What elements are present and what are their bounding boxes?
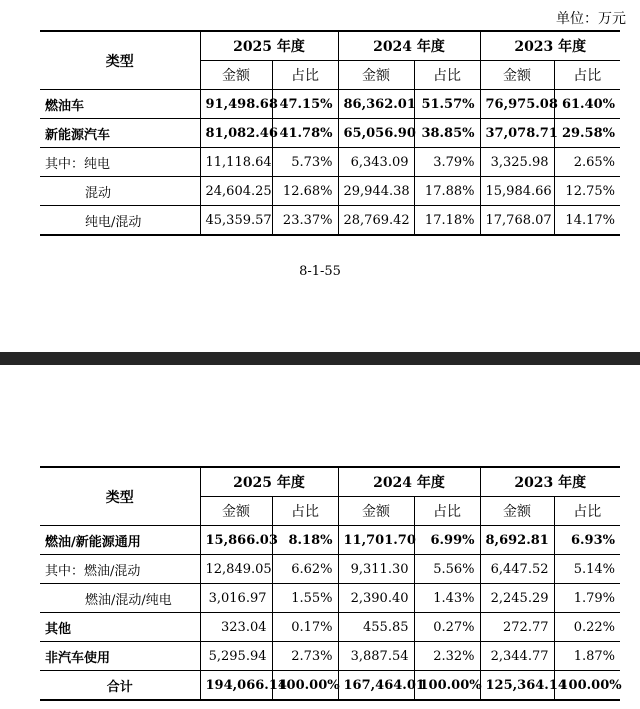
ratio-header: 占比 (272, 497, 338, 526)
table-row (40, 526, 620, 555)
ratio-header: 占比 (272, 61, 338, 90)
cell-amount-2025: 323.04 (200, 613, 272, 642)
row-label: 燃油/混动/纯电 (40, 584, 200, 613)
cell-ratio-2024: 6.99% (414, 526, 480, 555)
cell-ratio-2025: 0.17% (272, 613, 338, 642)
amount-header: 金额 (480, 497, 554, 526)
ratio-header: 占比 (414, 497, 480, 526)
cell-ratio-2025: 8.18% (272, 526, 338, 555)
cell-amount-2025: 12,849.05 (200, 555, 272, 584)
cell-ratio-2024: 3.79% (414, 148, 480, 177)
type-header: 类型 (40, 467, 200, 526)
cell-amount-2025: 5,295.94 (200, 642, 272, 671)
cell-amount-2024: 455.85 (338, 613, 414, 642)
cell-ratio-2024: 17.18% (414, 206, 480, 236)
table-row (40, 90, 620, 119)
table-row (40, 119, 620, 148)
row-label: 燃油/新能源通用 (40, 526, 200, 555)
cell-amount-2023: 8,692.81 (480, 526, 554, 555)
amount-header: 金额 (200, 497, 272, 526)
cell-amount-2023: 2,344.77 (480, 642, 554, 671)
amount-header: 金额 (200, 61, 272, 90)
cell-ratio-2025: 12.68% (272, 177, 338, 206)
cell-ratio-2023: 29.58% (554, 119, 620, 148)
revenue-by-vehicle-type-table (40, 30, 620, 236)
cell-amount-2024: 28,769.42 (338, 206, 414, 236)
cell-ratio-2024: 1.43% (414, 584, 480, 613)
cell-ratio-2023: 1.79% (554, 584, 620, 613)
cell-amount-2024: 11,701.70 (338, 526, 414, 555)
cell-amount-2024: 65,056.90 (338, 119, 414, 148)
table-row (40, 148, 620, 177)
row-label: 其中：纯电 (40, 148, 200, 177)
table-row-total (40, 671, 620, 701)
ratio-header: 占比 (554, 497, 620, 526)
cell-amount-2023: 37,078.71 (480, 119, 554, 148)
year-header-2024: 2024 年度 (338, 31, 480, 61)
table-row (40, 642, 620, 671)
cell-ratio-2023: 0.22% (554, 613, 620, 642)
cell-ratio-2024: 100.00% (414, 671, 480, 701)
table-row (40, 206, 620, 236)
cell-ratio-2023: 1.87% (554, 642, 620, 671)
cell-amount-2024: 167,464.01 (338, 671, 414, 701)
cell-ratio-2025: 1.55% (272, 584, 338, 613)
ratio-header: 占比 (414, 61, 480, 90)
row-label: 非汽车使用 (40, 642, 200, 671)
year-header-2025: 2025 年度 (200, 467, 338, 497)
table-row (40, 613, 620, 642)
cell-ratio-2025: 5.73% (272, 148, 338, 177)
cell-ratio-2024: 2.32% (414, 642, 480, 671)
type-header: 类型 (40, 31, 200, 90)
ratio-header: 占比 (554, 61, 620, 90)
year-header-2023: 2023 年度 (480, 31, 620, 61)
table-row (40, 555, 620, 584)
amount-header: 金额 (338, 497, 414, 526)
cell-amount-2025: 91,498.68 (200, 90, 272, 119)
cell-ratio-2023: 12.75% (554, 177, 620, 206)
amount-header: 金额 (480, 61, 554, 90)
cell-amount-2024: 29,944.38 (338, 177, 414, 206)
cell-amount-2025: 15,866.03 (200, 526, 272, 555)
cell-amount-2025: 81,082.46 (200, 119, 272, 148)
cell-amount-2024: 86,362.01 (338, 90, 414, 119)
cell-amount-2023: 2,245.29 (480, 584, 554, 613)
cell-ratio-2025: 100.00% (272, 671, 338, 701)
row-label: 其他 (40, 613, 200, 642)
amount-header: 金额 (338, 61, 414, 90)
cell-amount-2024: 6,343.09 (338, 148, 414, 177)
cell-amount-2023: 17,768.07 (480, 206, 554, 236)
table2-body (40, 526, 620, 701)
cell-ratio-2024: 17.88% (414, 177, 480, 206)
cell-ratio-2023: 61.40% (554, 90, 620, 119)
cell-ratio-2025: 41.78% (272, 119, 338, 148)
cell-amount-2024: 3,887.54 (338, 642, 414, 671)
cell-ratio-2024: 0.27% (414, 613, 480, 642)
revenue-by-usage-table (40, 466, 620, 701)
year-header-2023: 2023 年度 (480, 467, 620, 497)
cell-amount-2025: 194,066.14 (200, 671, 272, 701)
cell-ratio-2023: 6.93% (554, 526, 620, 555)
cell-ratio-2023: 5.14% (554, 555, 620, 584)
cell-amount-2025: 24,604.25 (200, 177, 272, 206)
row-label: 混动 (40, 177, 200, 206)
cell-ratio-2023: 100.00% (554, 671, 620, 701)
row-label: 纯电/混动 (40, 206, 200, 236)
row-label: 新能源汽车 (40, 119, 200, 148)
cell-amount-2025: 11,118.64 (200, 148, 272, 177)
table1-body (40, 90, 620, 236)
year-header-2025: 2025 年度 (200, 31, 338, 61)
page-divider (0, 352, 640, 365)
cell-amount-2023: 125,364.14 (480, 671, 554, 701)
cell-ratio-2025: 2.73% (272, 642, 338, 671)
row-label: 燃油车 (40, 90, 200, 119)
table-row (40, 177, 620, 206)
row-label: 其中：燃油/混动 (40, 555, 200, 584)
cell-ratio-2025: 47.15% (272, 90, 338, 119)
cell-amount-2024: 2,390.40 (338, 584, 414, 613)
cell-ratio-2024: 5.56% (414, 555, 480, 584)
cell-amount-2023: 15,984.66 (480, 177, 554, 206)
cell-ratio-2024: 51.57% (414, 90, 480, 119)
cell-ratio-2023: 2.65% (554, 148, 620, 177)
cell-ratio-2024: 38.85% (414, 119, 480, 148)
cell-ratio-2025: 6.62% (272, 555, 338, 584)
cell-amount-2023: 6,447.52 (480, 555, 554, 584)
cell-amount-2023: 272.77 (480, 613, 554, 642)
row-label: 合计 (40, 671, 200, 701)
cell-amount-2024: 9,311.30 (338, 555, 414, 584)
cell-amount-2025: 45,359.57 (200, 206, 272, 236)
page-number: 8-1-55 (299, 264, 341, 279)
unit-label: 单位：万元 (556, 11, 626, 27)
cell-amount-2023: 3,325.98 (480, 148, 554, 177)
cell-amount-2023: 76,975.08 (480, 90, 554, 119)
cell-ratio-2023: 14.17% (554, 206, 620, 236)
table-row (40, 584, 620, 613)
cell-amount-2025: 3,016.97 (200, 584, 272, 613)
cell-ratio-2025: 23.37% (272, 206, 338, 236)
year-header-2024: 2024 年度 (338, 467, 480, 497)
